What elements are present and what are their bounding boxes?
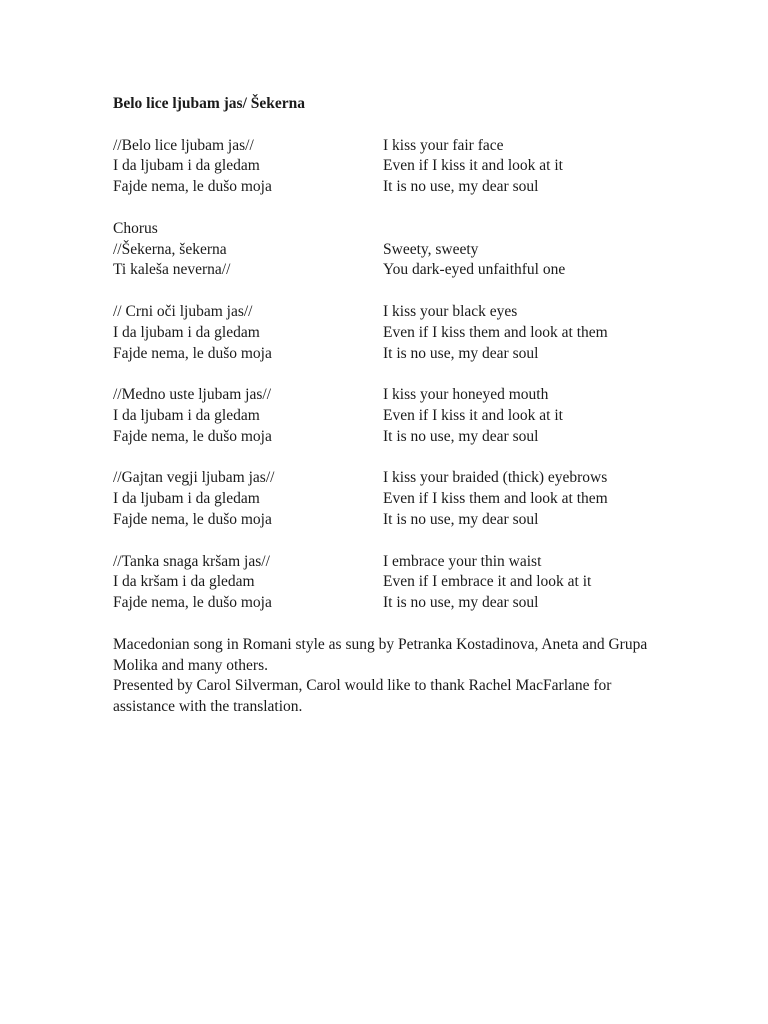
original-line: Fajde nema, le dušo moja — [113, 510, 272, 528]
lyric-row — [113, 344, 653, 365]
credits-note: Presented by Carol Silverman, Carol would like to thank Rachel MacFarlane for assistance with the translation. — [113, 677, 612, 716]
original-line: //Gajtan vegji ljubam jas// — [113, 469, 275, 487]
translation-line: It is no use, my dear soul — [383, 510, 539, 528]
original-line: Fajde nema, le dušo moja — [113, 594, 272, 612]
lyric-row — [113, 156, 653, 177]
translation-line: Even if I kiss them and look at them — [383, 323, 608, 341]
stanza-4 — [113, 385, 653, 447]
translation-line: It is no use, my dear soul — [383, 344, 539, 362]
stanza-5 — [113, 468, 653, 530]
translation-line — [383, 219, 653, 240]
translation-line: It is no use, my dear soul — [383, 178, 539, 196]
song-notes — [113, 635, 648, 718]
original-line: // Crni oči ljubam jas// — [113, 302, 253, 320]
translation-line: Even if I kiss it and look at it — [383, 157, 563, 175]
original-line: I da ljubam i da gledam — [113, 323, 260, 341]
translation-line: I kiss your braided (thick) eyebrows — [383, 469, 608, 487]
original-line: I da ljubam i da gledam — [113, 157, 260, 175]
translation-line: Even if I kiss it and look at it — [383, 406, 563, 424]
original-line: I da ljubam i da gledam — [113, 406, 260, 424]
stanza-6 — [113, 552, 653, 614]
translation-line: You dark-eyed unfaithful one — [383, 261, 566, 279]
original-line: Ti kaleša neverna// — [113, 261, 231, 279]
original-line: Fajde nema, le dušo moja — [113, 344, 272, 362]
lyric-row — [113, 572, 653, 593]
lyric-row — [113, 427, 653, 448]
translation-line: I kiss your fair face — [383, 136, 504, 154]
performance-note: Macedonian song in Romani style as sung by Petranka Kostadinova, Aneta and Grupa Molika and many others. — [113, 635, 648, 674]
lyric-row — [113, 406, 653, 427]
lyric-row — [113, 136, 653, 157]
translation-line: I embrace your thin waist — [383, 552, 542, 570]
translation-line: Even if I kiss them and look at them — [383, 490, 608, 508]
lyric-row — [113, 489, 653, 510]
original-line: //Medno uste ljubam jas// — [113, 386, 271, 404]
lyric-row — [113, 468, 653, 489]
lyric-row — [113, 302, 653, 323]
original-line: I da kršam i da gledam — [113, 573, 255, 591]
song-title: Belo lice ljubam jas/ Šekerna — [113, 95, 306, 112]
lyric-row — [113, 240, 653, 261]
translation-line: Sweety, sweety — [383, 240, 479, 258]
translation-line: I kiss your honeyed mouth — [383, 386, 549, 404]
chorus-stanza — [113, 219, 653, 281]
original-line: I da ljubam i da gledam — [113, 490, 260, 508]
stanza-1 — [113, 136, 653, 198]
lyric-row — [113, 323, 653, 344]
original-line: //Belo lice ljubam jas// — [113, 136, 254, 154]
original-line: //Tanka snaga kršam jas// — [113, 552, 270, 570]
original-line: //Šekerna, šekerna — [113, 240, 227, 258]
stanza-3 — [113, 302, 653, 364]
document-page — [113, 94, 653, 718]
lyric-row — [113, 510, 653, 531]
translation-line: It is no use, my dear soul — [383, 427, 539, 445]
lyric-row — [113, 177, 653, 198]
translation-line: I kiss your black eyes — [383, 302, 518, 320]
lyric-row — [113, 219, 653, 240]
lyric-row — [113, 385, 653, 406]
translation-line: It is no use, my dear soul — [383, 594, 539, 612]
original-line: Fajde nema, le dušo moja — [113, 427, 272, 445]
chorus-heading: Chorus — [113, 219, 158, 237]
lyric-row — [113, 260, 653, 281]
original-line: Fajde nema, le dušo moja — [113, 178, 272, 196]
translation-line: Even if I embrace it and look at it — [383, 573, 592, 591]
lyric-row — [113, 552, 653, 573]
lyric-row — [113, 593, 653, 614]
